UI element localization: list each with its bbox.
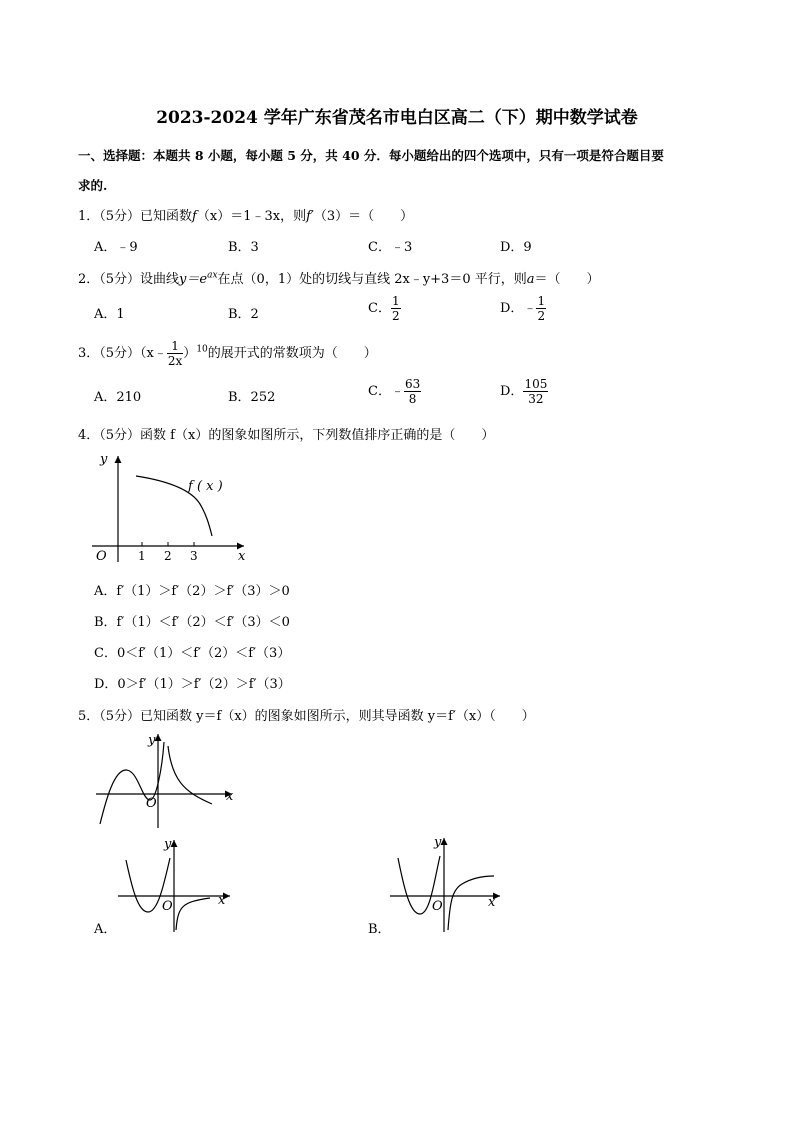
q5-a-curve-right (176, 898, 210, 930)
q2-curve: y＝e (179, 272, 208, 287)
q4-option-d[interactable]: D．0＞f′（1）＞f′（2）＞f′（3） (94, 677, 291, 692)
q3-close: ） (183, 346, 197, 361)
q4-option-b[interactable]: B．f′（1）＜f′（2）＜f′（3）＜0 (94, 615, 290, 630)
q5-main-graph (92, 730, 242, 830)
question-2 (78, 268, 600, 287)
q2-option-a[interactable]: A．1 (94, 307, 125, 322)
q2-number: 2．（5分）设曲线 (78, 272, 180, 287)
q4-tick-label-1: 1 (138, 549, 146, 563)
question-4: 4．（5分）函数 f（x）的图象如图所示，下列数值排序正确的是（ ） (78, 428, 495, 443)
q2-tail: 在点（0，1）处的切线与直线 2x﹣y+3＝0 平行，则 (217, 272, 527, 287)
q3-option-d-fraction: $\frac{105}{32}$ (524, 377, 548, 406)
q3-option-c-sign: ﹣ (390, 384, 404, 399)
q3-tail: 的展开式的常数项为（ ） (207, 346, 377, 361)
question-3 (78, 339, 377, 368)
q5-main-origin-label: O (146, 796, 157, 811)
q5-a-x-label: x (218, 893, 226, 908)
q1-number: 1．（5分）已知函数 (78, 209, 193, 224)
question-1 (78, 205, 413, 224)
q4-y-label: y (100, 452, 108, 467)
section-heading-line1: 一、选择题：本题共 8 小题，每小题 5 分，共 40 分．每小题给出的四个选项中，只有一项是符合题目要 (78, 148, 664, 163)
q3-option-d-label: D． (500, 384, 524, 399)
q5-b-y-label: y (434, 835, 442, 850)
q1-mid: （x）＝1﹣3x，则 (196, 209, 307, 224)
page-title: 2023-2024 学年广东省茂名市电白区高二（下）期中数学试卷 (156, 108, 638, 128)
q2-a: a (526, 272, 535, 287)
q5-main-curve-left (100, 742, 164, 824)
q2-option-d-sign: ﹣ (523, 301, 537, 316)
q4-option-c[interactable]: C．0＜f′（1）＜f′（2）＜f′（3） (94, 646, 291, 661)
q5-b-origin-label: O (432, 899, 443, 914)
q3-number: 3．（5分） (78, 346, 141, 361)
q5-option-a[interactable]: A． (94, 922, 117, 937)
q5-main-x-label: x (226, 789, 234, 804)
q5-option-a-graph (118, 836, 238, 936)
q3-option-c-label: C． (368, 384, 391, 399)
q3-option-c[interactable] (368, 377, 421, 406)
q1-tail: （3）＝（ ） (313, 209, 414, 224)
q2-option-c-fraction: $\frac{1}{2}$ (391, 294, 400, 323)
q4-graph (92, 450, 252, 568)
q5-a-origin-label: O (162, 899, 173, 914)
q5-main-curve-right (168, 746, 212, 804)
question-5: 5．（5分）已知函数 y＝f（x）的图象如图所示，则其导函数 y＝f′（x）（ ） (78, 709, 535, 724)
q1-option-d[interactable]: D．9 (500, 240, 532, 255)
q1-option-a[interactable]: A．﹣9 (94, 240, 138, 255)
q1-fp: f′ (306, 209, 314, 224)
q4-tick-label-3: 3 (190, 549, 198, 563)
q5-option-b-graph (390, 832, 510, 936)
q3-option-a[interactable]: A．210 (94, 390, 142, 405)
q5-a-y-label: y (164, 837, 172, 852)
q2-option-c[interactable] (368, 294, 401, 323)
q4-x-label: x (238, 549, 246, 564)
q5-option-b[interactable]: B． (368, 922, 391, 937)
q2-option-d[interactable] (500, 294, 546, 323)
q4-option-a[interactable]: A．f′（1）＞f′（2）＞f′（3）＞0 (94, 584, 290, 599)
section-heading-line2: 求的. (78, 178, 108, 193)
q3-open: （x﹣ (140, 346, 167, 361)
q2-option-d-label: D． (500, 301, 524, 316)
q1-f: f (192, 209, 197, 224)
q4-tick-label-2: 2 (164, 549, 172, 563)
q3-option-d[interactable] (500, 377, 548, 406)
q5-main-y-label: y (148, 733, 156, 748)
q4-origin-label: O (96, 549, 107, 564)
q3-fraction: $\frac{1}{2x}$ (167, 339, 183, 368)
q1-option-c[interactable]: C．﹣3 (368, 240, 413, 255)
q3-power: 10 (196, 344, 208, 355)
q2-option-c-label: C． (368, 301, 391, 316)
q3-option-b[interactable]: B．252 (228, 390, 276, 405)
q2-end: ＝（ ） (534, 272, 600, 287)
q4-curve-label: f ( x ) (188, 479, 223, 494)
q2-option-d-fraction: $\frac{1}{2}$ (537, 294, 546, 323)
q1-option-b[interactable]: B．3 (228, 240, 259, 255)
q2-exponent: ax (207, 270, 218, 281)
q5-b-x-label: x (488, 895, 496, 910)
q3-option-c-fraction: $\frac{63}{8}$ (404, 377, 421, 406)
q2-option-b[interactable]: B．2 (228, 307, 259, 322)
